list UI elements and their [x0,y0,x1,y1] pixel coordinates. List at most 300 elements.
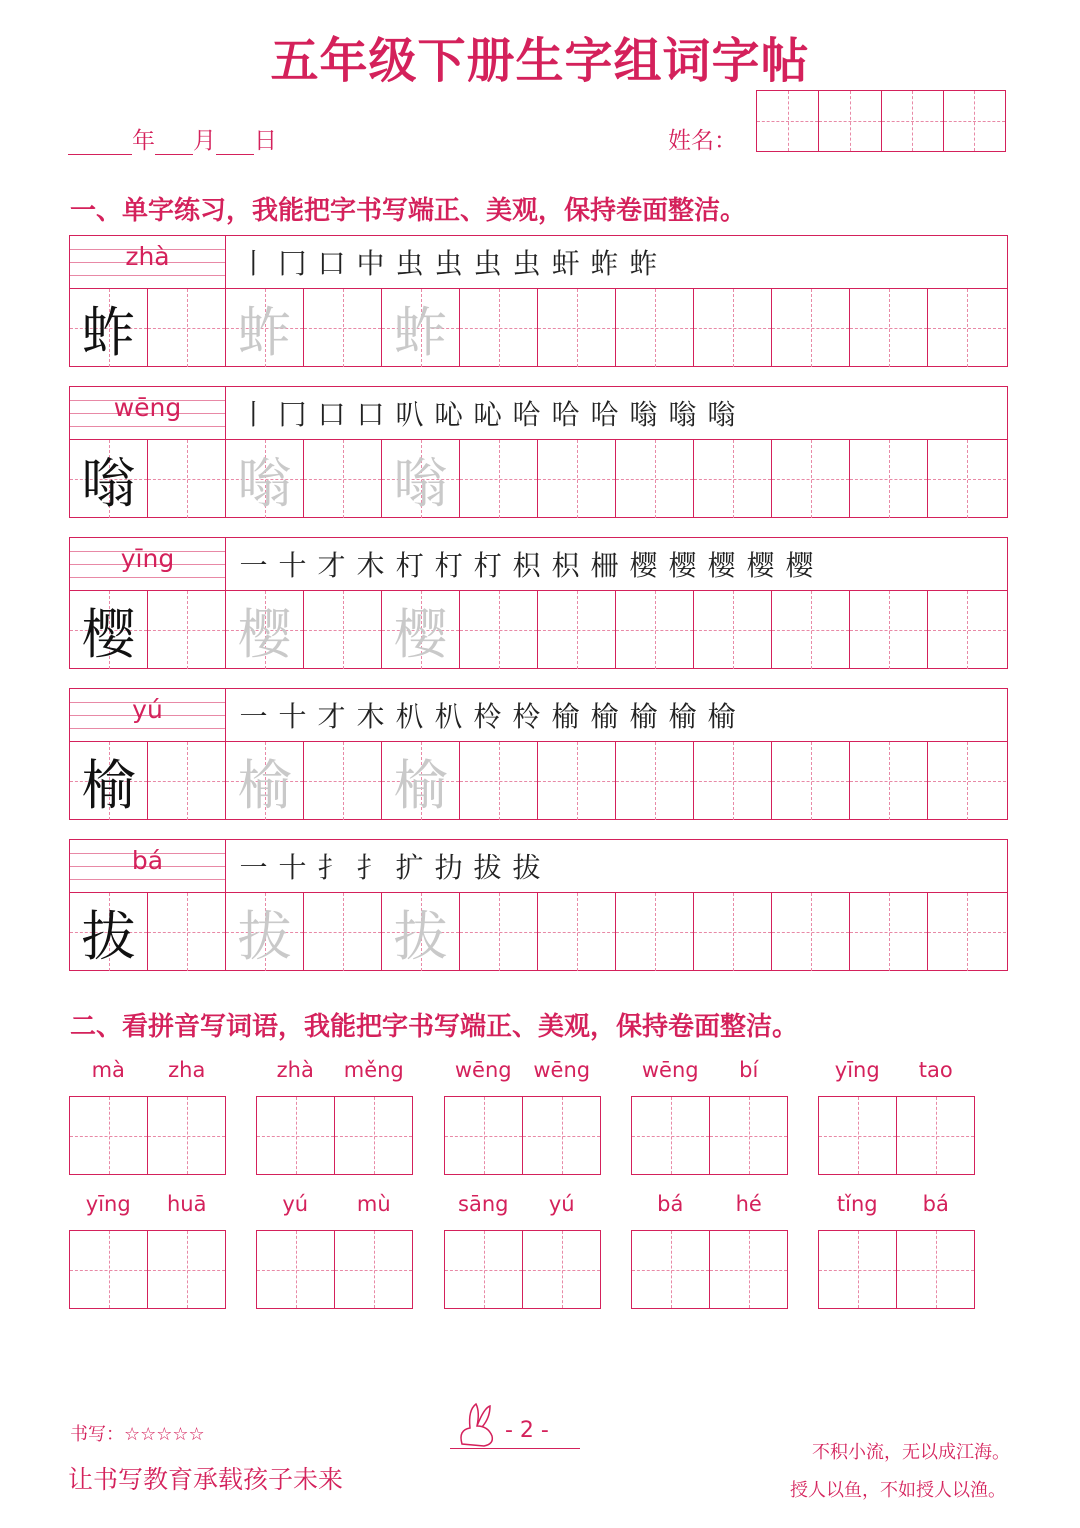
year-blank[interactable] [68,130,132,155]
character-block [69,386,1008,518]
practice-cell[interactable] [772,289,850,367]
word-pinyin-syllable: yīng [85,1192,131,1216]
stroke-step: 一 [239,700,268,733]
model-character: 拔 [81,904,136,968]
stroke-step: 丨 [239,247,268,280]
stroke-step: 榆 [590,700,619,733]
stroke-step: 扌 [317,851,346,884]
word-writing-cell[interactable] [710,1231,787,1308]
stroke-step: 榆 [551,700,580,733]
word-pinyin [444,1192,601,1222]
word-pinyin-syllable: bá [657,1192,684,1216]
model-cell [70,440,148,518]
word-writing-cell[interactable] [445,1231,523,1308]
word-pinyin-syllable: wēng [641,1058,699,1082]
practice-cell[interactable] [460,289,538,367]
grid-guide-horizontal [538,630,615,631]
word-pinyin [444,1058,601,1088]
word-item [818,1192,975,1309]
practice-cell[interactable] [694,591,772,669]
slogan: 让书写教育承载孩子未来 [68,1465,344,1494]
stroke-step: 嗡 [668,398,697,431]
practice-cell[interactable] [304,289,382,367]
word-pinyin [631,1058,788,1088]
stroke-step: 拔 [473,851,502,884]
word-writing-boxes [818,1230,975,1309]
word-pinyin-syllable: wēng [454,1058,512,1082]
pinyin-guide-line [70,275,225,276]
grid-guide-horizontal [850,479,927,480]
name-grid[interactable] [756,90,1006,152]
word-item [256,1192,413,1309]
grid-guide-horizontal [538,479,615,480]
practice-cell[interactable] [928,440,1006,518]
stroke-step: 枳 [512,549,541,582]
word-pinyin-syllable: wēng [533,1058,591,1082]
section-2-heading: 二、看拼音写词语，我能把字书写端正、美观，保持卷面整洁。 [70,1012,799,1042]
stroke-step: 虷 [551,247,580,280]
word-item [631,1058,788,1175]
word-pinyin-syllable: bá [922,1192,949,1216]
grid-guide-horizontal [694,328,771,329]
pinyin-text: zhà [125,242,170,271]
word-writing-cell[interactable] [70,1231,148,1308]
month-label: 月 [193,128,216,154]
word-writing-cell[interactable] [819,1231,897,1308]
model-cell [70,742,148,820]
trace-character: 拔 [393,904,448,968]
character-block [69,839,1008,971]
model-cell [70,893,148,971]
practice-cell[interactable] [616,440,694,518]
word-writing-boxes [69,1230,226,1309]
name-cell[interactable] [944,91,1005,151]
practice-cell[interactable] [850,289,928,367]
stroke-step: 朾 [434,549,463,582]
word-writing-boxes [818,1096,975,1175]
stroke-step: 冂 [278,398,307,431]
stroke-step: 十 [278,700,307,733]
date-field [68,122,277,155]
word-item [818,1058,975,1175]
grid-guide-horizontal [148,781,225,782]
grid-guide-horizontal [538,328,615,329]
word-pinyin-syllable: yú [548,1192,575,1216]
day-label: 日 [254,128,277,154]
grid-guide-horizontal [850,932,927,933]
stroke-step: 木 [356,700,385,733]
stroke-step: 吣 [473,398,502,431]
stroke-step: 哈 [590,398,619,431]
practice-cell[interactable] [148,440,226,518]
grid-guide-horizontal [694,932,771,933]
model-character: 蚱 [81,300,136,364]
stroke-step: 口 [317,247,346,280]
practice-cell[interactable] [616,893,694,971]
practice-cell[interactable] [616,289,694,367]
stroke-step: 朳 [434,700,463,733]
word-item [444,1192,601,1309]
practice-cell[interactable] [616,591,694,669]
trace-cell[interactable] [226,893,304,971]
pinyin-guide-line [70,426,225,427]
practice-cell[interactable] [928,591,1006,669]
word-pinyin [818,1058,975,1088]
grid-guide-horizontal [460,630,537,631]
practice-cell[interactable] [850,893,928,971]
grid-guide-horizontal [148,479,225,480]
quote-2: 授人以鱼，不如授人以渔。 [790,1480,1006,1501]
grid-guide-horizontal [850,781,927,782]
writing-grid [70,741,1007,819]
writing-grid [70,892,1007,970]
practice-cell[interactable] [772,893,850,971]
grid-guide-horizontal [928,781,1006,782]
model-character: 榆 [81,753,136,817]
word-writing-boxes [444,1096,601,1175]
word-pinyin-syllable: mà [91,1058,125,1082]
grid-guide-horizontal [304,781,381,782]
practice-cell[interactable] [694,893,772,971]
pinyin-cell [70,689,226,741]
grid-guide-horizontal [694,781,771,782]
word-writing-cell[interactable] [819,1097,897,1174]
grid-guide-horizontal [538,781,615,782]
stroke-order [226,236,1007,288]
word-writing-boxes [256,1096,413,1175]
stroke-step: 榆 [668,700,697,733]
stroke-step: 朳 [395,700,424,733]
stroke-step: 榆 [707,700,736,733]
stroke-step: 蚱 [590,247,619,280]
practice-cell[interactable] [538,893,616,971]
stroke-step: 榆 [629,700,658,733]
practice-cell[interactable] [694,440,772,518]
name-cell[interactable] [882,91,944,151]
stroke-step: 蚱 [629,247,658,280]
stroke-step: 虫 [473,247,502,280]
stroke-step: 柵 [590,549,619,582]
page-title: 五年级下册生字组词字帖 [270,33,810,89]
word-writing-cell[interactable] [445,1097,523,1174]
practice-cell[interactable] [460,440,538,518]
page-number-area [450,1400,580,1450]
stroke-step: 才 [317,700,346,733]
grid-guide-horizontal [694,630,771,631]
word-pinyin [631,1192,788,1222]
grid-guide-horizontal [148,932,225,933]
grid-guide-horizontal [772,479,849,480]
word-writing-cell[interactable] [897,1231,974,1308]
word-pinyin [69,1192,226,1222]
stroke-order [226,689,1007,741]
grid-guide-horizontal [148,630,225,631]
stroke-step: 一 [239,549,268,582]
stroke-order [226,840,1007,892]
trace-cell[interactable] [382,893,460,971]
practice-cell[interactable] [538,440,616,518]
day-blank[interactable] [216,130,254,155]
grid-guide-horizontal [850,328,927,329]
grid-guide-horizontal [772,328,849,329]
word-pinyin [69,1058,226,1088]
model-character: 嗡 [81,451,136,515]
stroke-step: 中 [356,247,385,280]
stroke-order [226,538,1007,590]
word-writing-cell[interactable] [257,1231,335,1308]
word-writing-boxes [631,1096,788,1175]
grid-guide-horizontal [616,630,693,631]
stroke-step: 木 [356,549,385,582]
section-1-heading: 一、单字练习，我能把字书写端正、美观，保持卷面整洁。 [70,196,747,226]
word-item [631,1192,788,1309]
stroke-step: 樱 [668,549,697,582]
stroke-step: 一 [239,851,268,884]
word-writing-cell[interactable] [632,1231,710,1308]
word-writing-cell[interactable] [710,1097,787,1174]
trace-character: 榆 [393,753,448,817]
model-cell [70,289,148,367]
stroke-step: 哈 [551,398,580,431]
trace-cell[interactable] [382,591,460,669]
model-cell [70,591,148,669]
stroke-step: 樱 [746,549,775,582]
grid-guide-horizontal [772,630,849,631]
year-label: 年 [132,128,155,154]
practice-cell[interactable] [148,893,226,971]
grid-guide-horizontal [538,932,615,933]
stroke-step: 十 [278,851,307,884]
practice-cell[interactable] [928,289,1006,367]
word-writing-boxes [444,1230,601,1309]
word-pinyin-syllable: huā [167,1192,207,1216]
stroke-step: 柃 [473,700,502,733]
grid-guide-horizontal [928,328,1006,329]
practice-cell[interactable] [928,742,1006,820]
practice-cell[interactable] [538,591,616,669]
stroke-step: 叭 [395,398,424,431]
trace-cell[interactable] [382,440,460,518]
pinyin-guide-line [70,728,225,729]
practice-cell[interactable] [460,591,538,669]
practice-cell[interactable] [772,591,850,669]
stroke-step: 虫 [434,247,463,280]
stroke-step: 扐 [434,851,463,884]
model-character: 樱 [81,602,136,666]
stroke-step: 丨 [239,398,268,431]
trace-cell[interactable] [226,742,304,820]
word-writing-cell[interactable] [335,1231,412,1308]
word-writing-cell[interactable] [897,1097,974,1174]
word-pinyin-syllable: měng [343,1058,404,1082]
quote-1: 不积小流，无以成江海。 [812,1442,1010,1463]
word-pinyin-syllable: yú [282,1192,309,1216]
month-blank[interactable] [155,130,193,155]
trace-cell[interactable] [226,289,304,367]
trace-cell[interactable] [382,742,460,820]
grid-guide-horizontal [616,328,693,329]
pinyin-guide-line [70,879,225,880]
practice-cell[interactable] [772,742,850,820]
word-pinyin-syllable: sāng [458,1192,509,1216]
practice-cell[interactable] [850,440,928,518]
page-number-underline [450,1448,580,1449]
stroke-step: 扌 [356,851,385,884]
stroke-step: 口 [317,398,346,431]
pinyin-text: yú [132,695,163,724]
stroke-step: 十 [278,549,307,582]
trace-character: 蚱 [237,300,292,364]
stroke-step: 虫 [395,247,424,280]
word-item [444,1058,601,1175]
grid-guide-horizontal [304,328,381,329]
stroke-step: 扩 [395,851,424,884]
practice-cell[interactable] [304,893,382,971]
grid-guide-horizontal [928,932,1006,933]
stroke-step: 嗡 [707,398,736,431]
pinyin-cell [70,840,226,892]
practice-cell[interactable] [694,289,772,367]
grid-guide-horizontal [616,781,693,782]
trace-character: 嗡 [393,451,448,515]
practice-cell[interactable] [850,591,928,669]
practice-cell[interactable] [148,742,226,820]
word-item [69,1192,226,1309]
practice-cell[interactable] [850,742,928,820]
stroke-step: 冂 [278,247,307,280]
writing-rating: 书写：☆☆☆☆☆ [70,1424,205,1445]
practice-cell[interactable] [616,742,694,820]
practice-cell[interactable] [460,742,538,820]
name-label: 姓名： [668,128,737,154]
word-pinyin [256,1058,413,1088]
word-pinyin-syllable: mù [356,1192,391,1216]
trace-character: 樱 [393,602,448,666]
writing-grid [70,439,1007,517]
word-writing-cell[interactable] [148,1097,225,1174]
grid-guide-horizontal [772,932,849,933]
grid-guide-horizontal [304,630,381,631]
trace-character: 樱 [237,602,292,666]
practice-cell[interactable] [928,893,1006,971]
word-pinyin [256,1192,413,1222]
word-writing-cell[interactable] [335,1097,412,1174]
stroke-step: 枳 [551,549,580,582]
practice-cell[interactable] [148,591,226,669]
stroke-step: 才 [317,549,346,582]
practice-cell[interactable] [538,289,616,367]
practice-cell[interactable] [694,742,772,820]
writing-grid [70,288,1007,366]
grid-guide-horizontal [850,630,927,631]
word-writing-cell[interactable] [257,1097,335,1174]
stroke-step: 樱 [629,549,658,582]
page-number: - 2 - [505,1418,549,1443]
stroke-step: 嗡 [629,398,658,431]
writing-grid [70,590,1007,668]
grid-guide-horizontal [694,479,771,480]
word-pinyin-syllable: yīng [834,1058,880,1082]
stroke-step: 口 [356,398,385,431]
pinyin-text: wēng [113,393,182,422]
word-item [256,1058,413,1175]
pinyin-cell [70,538,226,590]
grid-guide-horizontal [616,932,693,933]
word-writing-cell[interactable] [632,1097,710,1174]
word-pinyin-syllable: zha [168,1058,206,1082]
character-block [69,235,1008,367]
grid-guide-horizontal [460,932,537,933]
practice-cell[interactable] [304,591,382,669]
trace-character: 拔 [237,904,292,968]
stroke-step: 吣 [434,398,463,431]
stroke-step: 朾 [395,549,424,582]
trace-character: 蚱 [393,300,448,364]
word-writing-cell[interactable] [523,1231,600,1308]
pinyin-text: bá [131,846,164,875]
grid-guide-horizontal [304,932,381,933]
trace-character: 嗡 [237,451,292,515]
word-writing-cell[interactable] [523,1097,600,1174]
word-pinyin-syllable: zhà [276,1058,314,1082]
name-cell[interactable] [757,91,819,151]
practice-cell[interactable] [538,742,616,820]
word-pinyin-syllable: hé [735,1192,762,1216]
name-cell[interactable] [819,91,881,151]
grid-guide-horizontal [928,479,1006,480]
pinyin-text: yīng [120,544,175,573]
stroke-order [226,387,1007,439]
rabbit-icon [450,1400,500,1450]
grid-guide-horizontal [304,479,381,480]
stroke-step: 虫 [512,247,541,280]
trace-character: 榆 [237,753,292,817]
grid-guide-horizontal [460,479,537,480]
grid-guide-horizontal [616,479,693,480]
word-writing-cell[interactable] [70,1097,148,1174]
trace-cell[interactable] [226,591,304,669]
practice-cell[interactable] [304,742,382,820]
word-item [69,1058,226,1175]
stroke-step: 樱 [707,549,736,582]
trace-cell[interactable] [226,440,304,518]
grid-guide-horizontal [460,781,537,782]
word-pinyin-syllable: bí [739,1058,759,1082]
pinyin-cell [70,387,226,439]
word-pinyin [818,1192,975,1222]
word-writing-boxes [69,1096,226,1175]
stroke-step: 朾 [473,549,502,582]
word-writing-boxes [256,1230,413,1309]
stroke-step: 柃 [512,700,541,733]
grid-guide-horizontal [772,781,849,782]
stroke-step: 樱 [785,549,814,582]
word-pinyin-syllable: tao [918,1058,953,1082]
practice-cell[interactable] [304,440,382,518]
pinyin-cell [70,236,226,288]
grid-guide-horizontal [460,328,537,329]
pinyin-guide-line [70,577,225,578]
stroke-step: 拔 [512,851,541,884]
grid-guide-horizontal [148,328,225,329]
trace-cell[interactable] [382,289,460,367]
grid-guide-horizontal [928,630,1006,631]
character-block [69,537,1008,669]
practice-cell[interactable] [148,289,226,367]
practice-cell[interactable] [460,893,538,971]
practice-cell[interactable] [772,440,850,518]
word-writing-cell[interactable] [148,1231,225,1308]
